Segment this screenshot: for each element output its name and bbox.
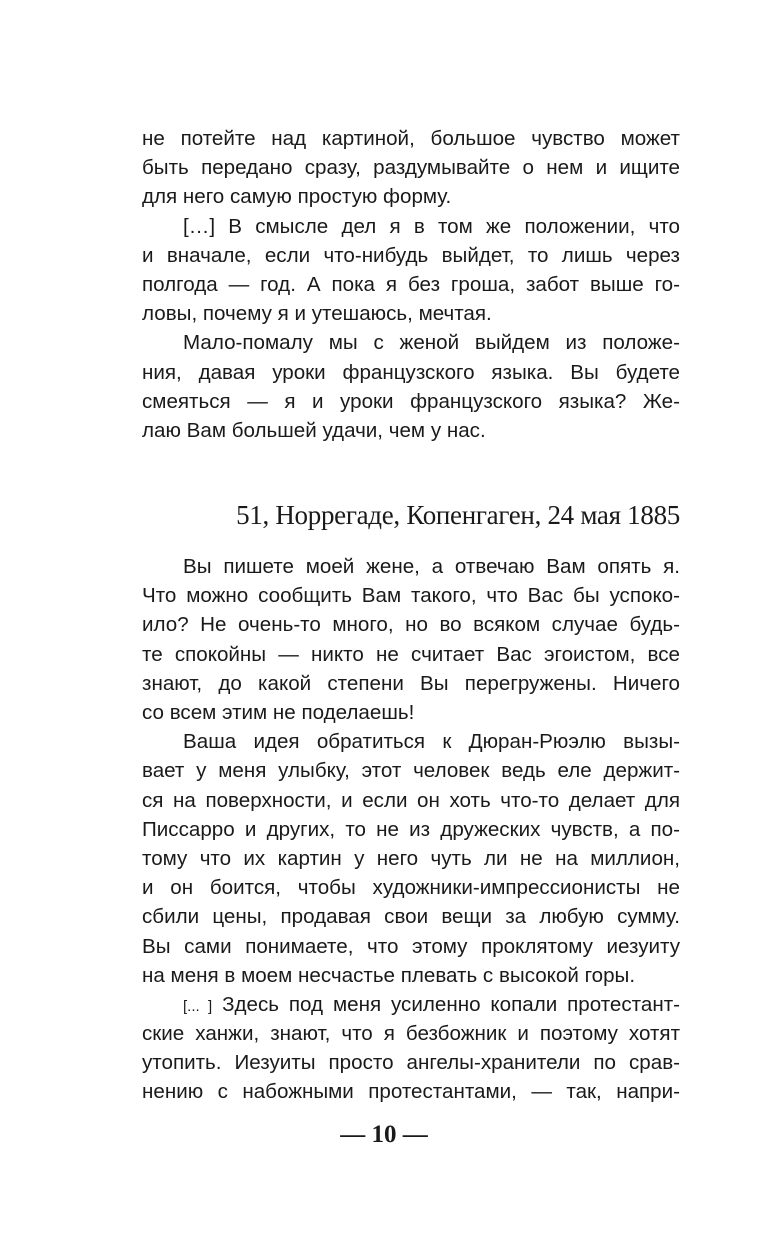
text-fragment: Здесь под меня усиленно копали протестант- [212, 992, 681, 1016]
paragraph-1 [142, 124, 680, 212]
text-line: полгода — год. А пока я без гроша, забот выше го- [142, 272, 680, 296]
text-line: ило? Не очень-то много, но во всяком случае будь- [142, 613, 680, 637]
text-line: лаю Вам большей удачи, чем у нас. [142, 418, 486, 442]
text-line: со всем этим не поделаешь! [142, 701, 415, 724]
text-line: Ваша идея обратиться к Дюран-Рюэлю вызы- [183, 730, 680, 754]
paragraph-6 [142, 990, 680, 1107]
text-line-with-bracket [142, 990, 680, 1019]
text-line: и он боится, чтобы художники-импрессионисты не [142, 876, 680, 900]
text-line: быть передано сразу, раздумывайте о нем и ищите [142, 156, 680, 180]
paragraph-4 [142, 552, 680, 727]
paragraph-3 [142, 328, 680, 445]
text-line: ся на поверхности, и если он хоть что-то делает для [142, 788, 680, 812]
text-line: Мало-помалу мы с женой выйдем из положе- [183, 331, 680, 355]
text-line: тому что их картин у него чуть ли не на миллион, [142, 846, 680, 870]
text-line: Вы сами понимаете, что этому проклятому иезуиту [142, 934, 680, 958]
ellipsis-bracket: [... ] [183, 997, 213, 1015]
letter-heading: 51, Норрегаде, Копенгаген, 24 мая 1885 [236, 500, 680, 531]
text-line: Что можно сообщить Вам такого, что Вас бы успоко- [142, 584, 680, 608]
text-line: знают, до какой степени Вы перегружены. Ничего [142, 671, 680, 695]
text-line: для него самую простую форму. [142, 185, 452, 209]
page-number: — 10 — [340, 1121, 428, 1148]
paragraph-5 [142, 727, 680, 990]
text-line: утопить. Иезуиты просто ангелы-хранители по срав- [142, 1051, 680, 1075]
text-line: смеяться — я и уроки французского языка? Же- [142, 389, 680, 413]
text-line: ния, давая уроки французского языка. Вы будете [142, 360, 680, 384]
text-line: на меня в моем несчастье плевать с высокой горы. [142, 963, 636, 987]
text-line: ловы, почему я и утешаюсь, мечтая. [142, 302, 492, 326]
text-line: те спокойны — никто не считает Вас эгоистом, все [142, 642, 680, 666]
text-line: ские ханжи, знают, что я безбожник и поэтому хотят [142, 1022, 680, 1046]
text-line: […] В смысле дел я в том же положении, что [183, 214, 680, 238]
paragraph-2 [142, 212, 680, 329]
page-body [142, 124, 680, 1107]
text-line: Вы пишете моей жене, а отвечаю Вам опять я. [183, 555, 680, 579]
text-line: сбили цены, продавая свои вещи за любую сумму. [142, 905, 680, 929]
text-line: нению с набожными протестантами, — так, напри- [142, 1080, 680, 1104]
text-line: вает у меня улыбку, этот человек ведь еле держит- [142, 759, 680, 783]
text-line: и вначале, если что-нибудь выйдет, то лишь через [142, 243, 680, 267]
text-line: Писсарро и других, то не из дружеских чувств, а по- [142, 817, 680, 841]
text-line: не потейте над картиной, большое чувство может [142, 127, 680, 150]
